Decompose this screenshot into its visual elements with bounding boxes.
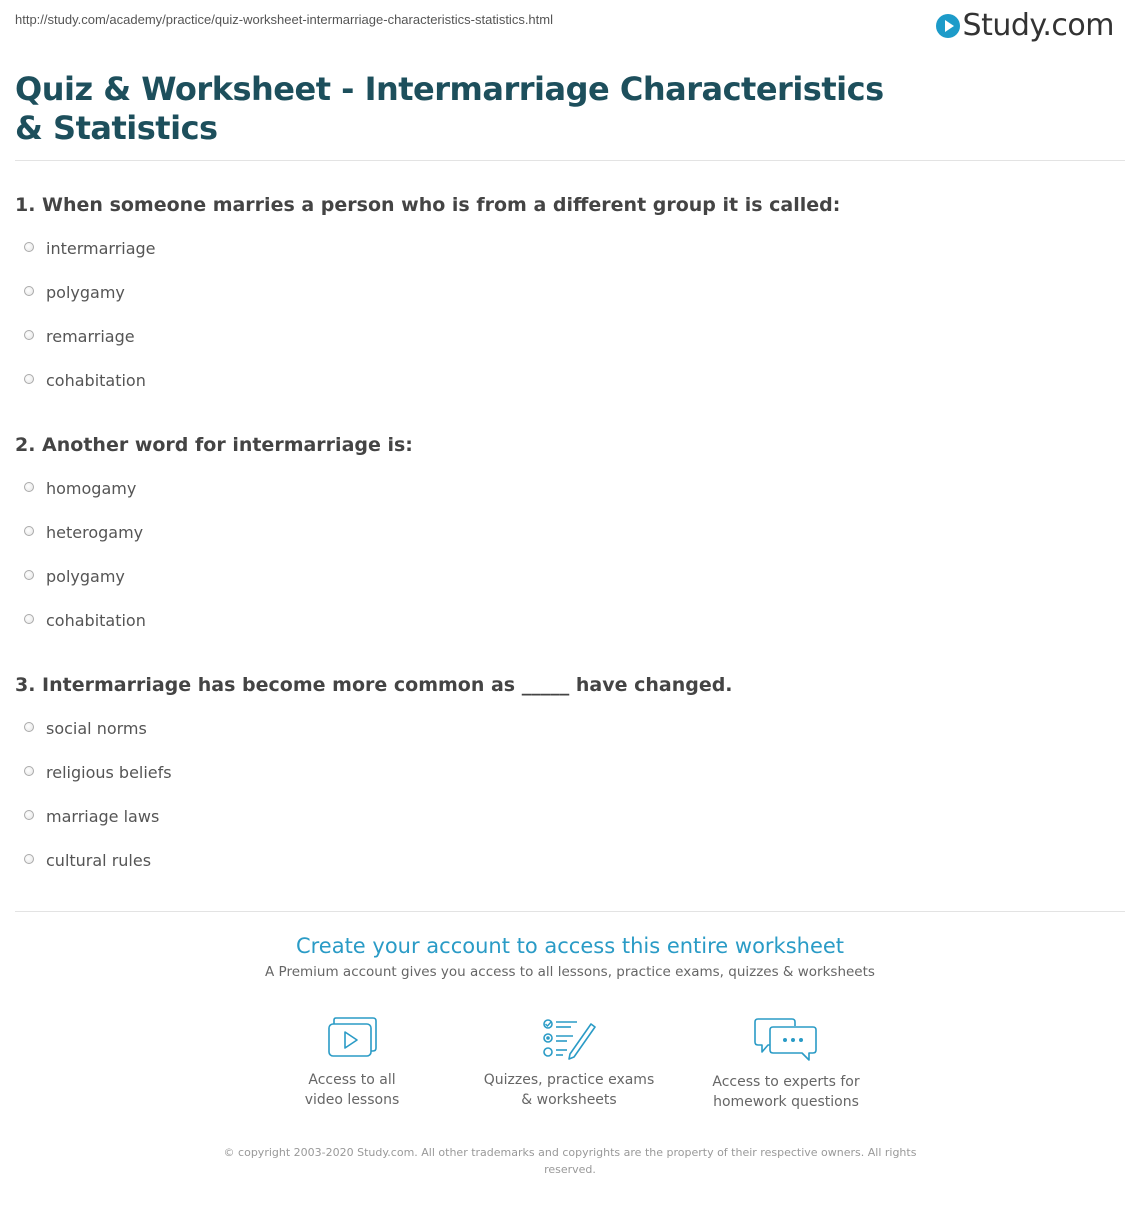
option-q1-2[interactable] bbox=[24, 283, 125, 302]
option-q2-2[interactable] bbox=[24, 523, 143, 542]
quiz-divider bbox=[15, 911, 1125, 912]
feature-quizzes bbox=[469, 1016, 669, 1110]
option-label: cultural rules bbox=[46, 851, 152, 870]
question-3: 3. Intermarriage has become more common as _____ have changed. bbox=[15, 674, 733, 696]
play-circle-icon bbox=[936, 14, 960, 38]
option-q3-4[interactable] bbox=[24, 851, 151, 870]
option-label: religious beliefs bbox=[46, 763, 172, 782]
option-label: intermarriage bbox=[46, 239, 156, 258]
video-lessons-icon bbox=[326, 1016, 378, 1060]
feature-video-lessons bbox=[252, 1016, 452, 1110]
radio-button[interactable] bbox=[24, 526, 34, 536]
radio-button[interactable] bbox=[24, 722, 34, 732]
feature-label: Access to experts for homework questions bbox=[712, 1074, 860, 1110]
logo-text: Study.com bbox=[962, 8, 1114, 43]
option-label: heterogamy bbox=[46, 523, 144, 542]
option-q2-4[interactable] bbox=[24, 611, 146, 630]
page-title: Quiz & Worksheet - Intermarriage Characteristics & Statistics bbox=[15, 70, 884, 147]
question-1: 1. When someone marries a person who is from a different group it is called: bbox=[15, 194, 841, 216]
option-label: polygamy bbox=[46, 567, 125, 586]
option-label: social norms bbox=[46, 719, 147, 738]
radio-button[interactable] bbox=[24, 286, 34, 296]
option-q2-3[interactable] bbox=[24, 567, 125, 586]
feature-label: Access to all video lessons bbox=[304, 1072, 400, 1108]
study-logo[interactable] bbox=[936, 8, 1114, 43]
option-label: cohabitation bbox=[46, 371, 146, 390]
option-label: marriage laws bbox=[46, 807, 160, 826]
option-q1-4[interactable] bbox=[24, 371, 146, 390]
feature-experts bbox=[686, 1016, 886, 1112]
option-label: homogamy bbox=[46, 479, 137, 498]
radio-button[interactable] bbox=[24, 766, 34, 776]
feature-label: Quizzes, practice exams & worksheets bbox=[483, 1072, 655, 1108]
option-q1-1[interactable] bbox=[24, 239, 156, 258]
option-label: polygamy bbox=[46, 283, 125, 302]
option-q3-3[interactable] bbox=[24, 807, 159, 826]
radio-button[interactable] bbox=[24, 374, 34, 384]
title-divider bbox=[15, 160, 1125, 161]
premium-description: A Premium account gives you access to all lessons, practice exams, quizzes & worksheets bbox=[265, 964, 875, 980]
option-label: remarriage bbox=[46, 327, 135, 346]
radio-button[interactable] bbox=[24, 482, 34, 492]
option-q3-1[interactable] bbox=[24, 719, 147, 738]
quiz-checklist-icon bbox=[541, 1016, 597, 1060]
radio-button[interactable] bbox=[24, 854, 34, 864]
radio-button[interactable] bbox=[24, 242, 34, 252]
chat-bubbles-icon bbox=[754, 1016, 818, 1062]
option-q3-2[interactable] bbox=[24, 763, 172, 782]
question-2: 2. Another word for intermarriage is: bbox=[15, 434, 413, 456]
option-q1-3[interactable] bbox=[24, 327, 135, 346]
create-account-link[interactable]: Create your account to access this entire worksheet bbox=[295, 934, 845, 958]
radio-button[interactable] bbox=[24, 570, 34, 580]
radio-button[interactable] bbox=[24, 810, 34, 820]
radio-button[interactable] bbox=[24, 614, 34, 624]
copyright-notice: © copyright 2003-2020 Study.com. All other trademarks and copyrights are the property of their respective owners. All rights reserved. bbox=[223, 1146, 917, 1176]
option-q2-1[interactable] bbox=[24, 479, 136, 498]
page-url: http://study.com/academy/practice/quiz-worksheet-intermarriage-characteristics-statistics.html bbox=[15, 12, 553, 27]
radio-button[interactable] bbox=[24, 330, 34, 340]
option-label: cohabitation bbox=[46, 611, 146, 630]
